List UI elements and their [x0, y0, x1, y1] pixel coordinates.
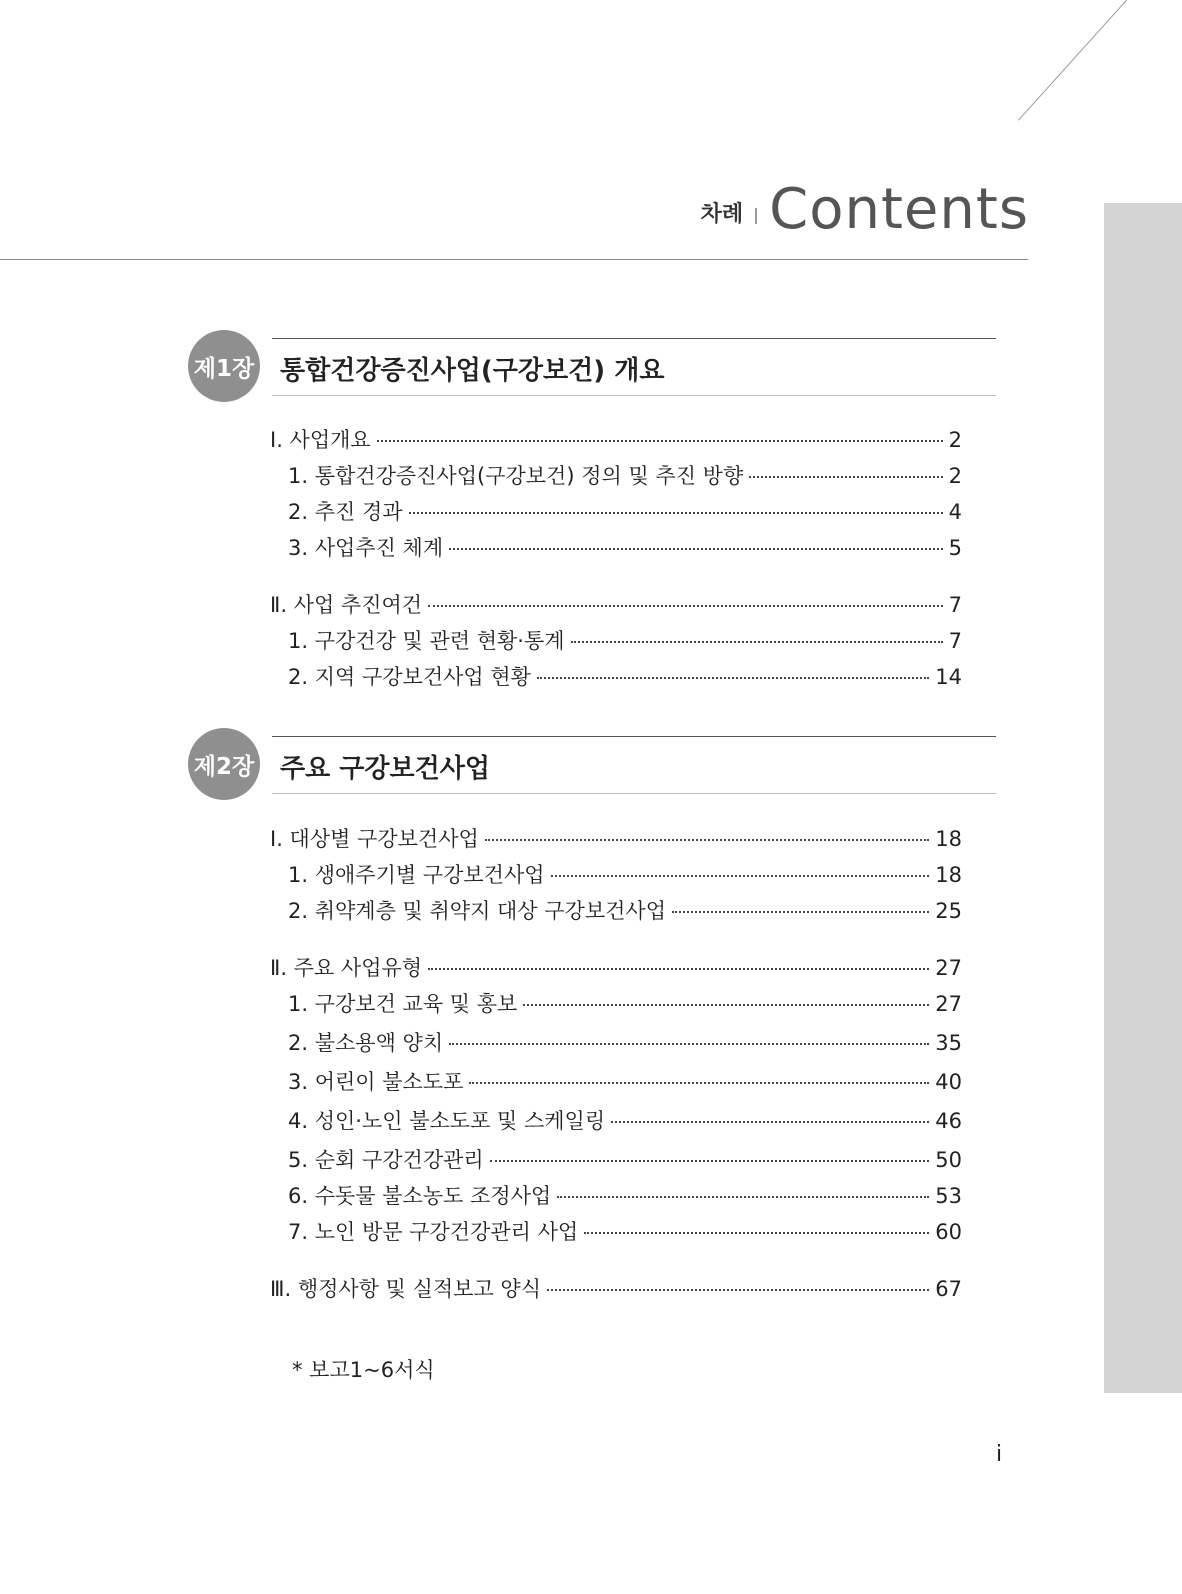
- toc-leader: [490, 1160, 930, 1162]
- toc-entry-page: 7: [948, 593, 962, 617]
- toc-entry-page: 40: [935, 1070, 962, 1094]
- toc-entry[interactable]: [288, 859, 962, 889]
- toc-entry-page: 18: [935, 863, 962, 887]
- toc-leader: [584, 1232, 929, 1234]
- toc-entry-page: 50: [935, 1148, 962, 1172]
- toc-leader: [409, 512, 943, 514]
- chapter-2-heading: [188, 728, 996, 800]
- toc-entry-page: 27: [935, 992, 962, 1016]
- toc-entry-label: 2. 추진 경과: [288, 500, 403, 524]
- toc-leader: [611, 1121, 929, 1123]
- toc-leader: [449, 548, 943, 550]
- toc-entry-label: 5. 순회 구강건강관리: [288, 1148, 484, 1172]
- toc-entry-page: 27: [935, 956, 962, 980]
- toc-entry[interactable]: [288, 1144, 962, 1174]
- toc-entry[interactable]: [288, 1066, 962, 1096]
- toc-entry-label: 6. 수돗물 불소농도 조정사업: [288, 1184, 552, 1208]
- header-separator: [755, 208, 757, 224]
- chapter-rule-bottom: [272, 793, 996, 794]
- toc-entry-page: 46: [935, 1109, 962, 1133]
- chapter-rule-top: [272, 736, 996, 737]
- toc-entry[interactable]: [288, 1105, 962, 1135]
- toc-entry-label: Ⅲ. 행정사항 및 실적보고 양식: [270, 1277, 542, 1301]
- header-title-kr: 차례: [700, 202, 744, 227]
- toc-entry[interactable]: [270, 1273, 962, 1303]
- toc-entry-page: 4: [948, 500, 962, 524]
- toc-entry-label: Ⅰ. 사업개요: [270, 428, 371, 452]
- toc-entry[interactable]: [288, 1180, 962, 1210]
- toc-entry[interactable]: [270, 424, 962, 454]
- toc-entry-page: 2: [948, 464, 962, 488]
- header-title-en: Contents: [769, 177, 1029, 242]
- toc-entry[interactable]: [288, 1216, 962, 1246]
- toc-entry-label: 4. 성인·노인 불소도포 및 스케일링: [288, 1109, 606, 1133]
- toc-entry-page: 60: [935, 1220, 962, 1244]
- toc-entry[interactable]: [288, 1027, 962, 1057]
- chapter-rule-top: [272, 338, 996, 339]
- side-tab: [1104, 203, 1182, 1393]
- appendix-note: * 보고1~6서식: [292, 1358, 435, 1382]
- toc-leader: [547, 1289, 929, 1291]
- toc-leader: [672, 911, 929, 913]
- toc-entry-page: 5: [948, 536, 962, 560]
- toc-entry-page: 7: [948, 629, 962, 653]
- toc-entry-page: 25: [935, 899, 962, 923]
- toc-leader: [469, 1082, 929, 1084]
- toc-entry-label: 2. 불소용액 양치: [288, 1031, 444, 1055]
- toc-leader: [428, 968, 929, 970]
- decorative-diagonal-line: [1018, 0, 1139, 121]
- toc-entry-page: 2: [948, 428, 962, 452]
- toc-leader: [377, 440, 943, 442]
- toc-entry[interactable]: [270, 823, 962, 853]
- toc-entry-label: 1. 구강건강 및 관련 현황·통계: [288, 629, 565, 653]
- chapter-title: 주요 구강보건사업: [280, 754, 490, 784]
- toc-leader: [537, 677, 929, 679]
- toc-entry-label: 3. 어린이 불소도포: [288, 1070, 464, 1094]
- toc-entry-page: 53: [935, 1184, 962, 1208]
- toc-entry-label: 7. 노인 방문 구강건강관리 사업: [288, 1220, 579, 1244]
- chapter-badge: 제1장: [188, 330, 260, 402]
- toc-entry-label: 3. 사업추진 체계: [288, 536, 444, 560]
- toc-entry-page: 18: [935, 827, 962, 851]
- chapter-rule-bottom: [272, 395, 996, 396]
- toc-leader: [571, 641, 943, 643]
- toc-leader: [551, 875, 930, 877]
- toc-leader: [749, 476, 942, 478]
- toc-entry-page: 67: [935, 1277, 962, 1301]
- toc-entry[interactable]: [288, 661, 962, 691]
- toc-entry[interactable]: [270, 952, 962, 982]
- toc-leader: [557, 1196, 929, 1198]
- toc-entry-label: 1. 생애주기별 구강보건사업: [288, 863, 545, 887]
- toc-entry-label: 1. 통합건강증진사업(구강보건) 정의 및 추진 방향: [288, 464, 744, 488]
- toc-entry[interactable]: [288, 532, 962, 562]
- toc-leader: [428, 605, 943, 607]
- toc-entry-label: 2. 지역 구강보건사업 현황: [288, 665, 531, 689]
- toc-entry-label: 1. 구강보건 교육 및 홍보: [288, 992, 518, 1016]
- toc-leader: [449, 1043, 929, 1045]
- toc-entry[interactable]: [288, 460, 962, 490]
- toc-entry[interactable]: [288, 496, 962, 526]
- toc-entry-label: Ⅱ. 주요 사업유형: [270, 956, 423, 980]
- toc-entry-label: Ⅰ. 대상별 구강보건사업: [270, 827, 479, 851]
- toc-entry[interactable]: [288, 895, 962, 925]
- chapter-badge: 제2장: [188, 728, 260, 800]
- toc-entry-label: 2. 취약계층 및 취약지 대상 구강보건사업: [288, 899, 666, 923]
- toc-entry-page: 14: [935, 665, 962, 689]
- toc-entry-label: Ⅱ. 사업 추진여건: [270, 593, 423, 617]
- chapter-title: 통합건강증진사업(구강보건) 개요: [280, 356, 665, 386]
- toc-entry-page: 35: [935, 1031, 962, 1055]
- page-number: i: [996, 1442, 1003, 1467]
- chapter-1-heading: [188, 330, 996, 402]
- toc-entry[interactable]: [270, 589, 962, 619]
- header-rule: [0, 259, 1028, 260]
- toc-leader: [523, 1004, 929, 1006]
- toc-leader: [485, 839, 929, 841]
- toc-entry[interactable]: [288, 625, 962, 655]
- page-header: [700, 177, 1029, 242]
- toc-entry[interactable]: [288, 988, 962, 1018]
